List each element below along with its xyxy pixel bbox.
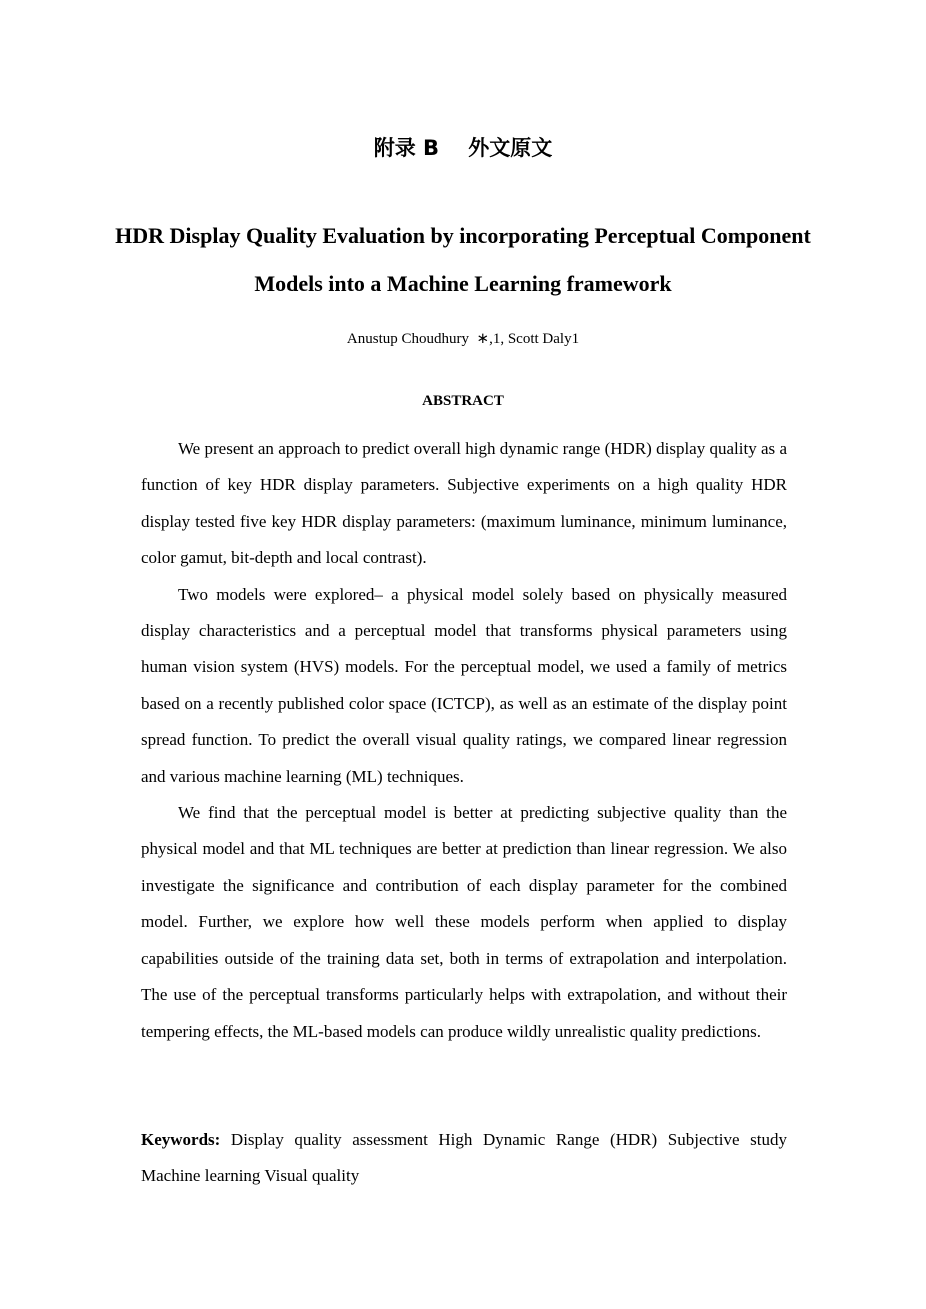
keywords-label: Keywords: [141,1130,221,1149]
abstract-paragraph: Two models were explored– a physical model solely based on physically measured display characteristics and a perceptual model that transforms physical parameters using human vision system (HVS) models. For the perceptual model, we used a family of metrics based on a recently published color space (ICTCP), as well as an estimate of the display point spread function. To predict the overall visual quality ratings, we compared linear regression and various machine learning (ML) techniques. [141,584,787,786]
abstract-paragraph: We present an approach to predict overall high dynamic range (HDR) display quality as a function of key HDR display parameters. Subjective experiments on a high quality HDR display tested five key HDR display parameters: (maximum luminance, minimum luminance, color gamut, bit-depth and local contrast). [141,439,787,568]
abstract-body [141,431,787,1050]
appendix-heading: 附录 B 外文原文 [373,136,553,160]
abstract-heading: ABSTRACT [422,393,504,409]
keywords-text: Display quality assessment High Dynamic Range (HDR) Subjective study Machine learning Visual quality [141,1130,787,1186]
abstract-paragraph: We find that the perceptual model is better at predicting subjective quality than the physical model and that ML techniques are better at prediction than linear regression. We also investigate the significance and contribution of each display parameter for the combined model. Further, we explore how well these models perform when applied to display capabilities outside of the training data set, both in terms of extrapolation and interpolation. The use of the perceptual transforms particularly helps with extrapolation, and without their tempering effects, the ML-based models can produce wildly unrealistic quality predictions. [141,803,787,1041]
paper-title: HDR Display Quality Evaluation by incorporating Perceptual Component Models into a Machine Learning framework [115,223,811,296]
paper-authors: Anustup Choudhury ∗,1, Scott Daly1 [346,331,580,347]
keywords-section [141,1122,787,1195]
